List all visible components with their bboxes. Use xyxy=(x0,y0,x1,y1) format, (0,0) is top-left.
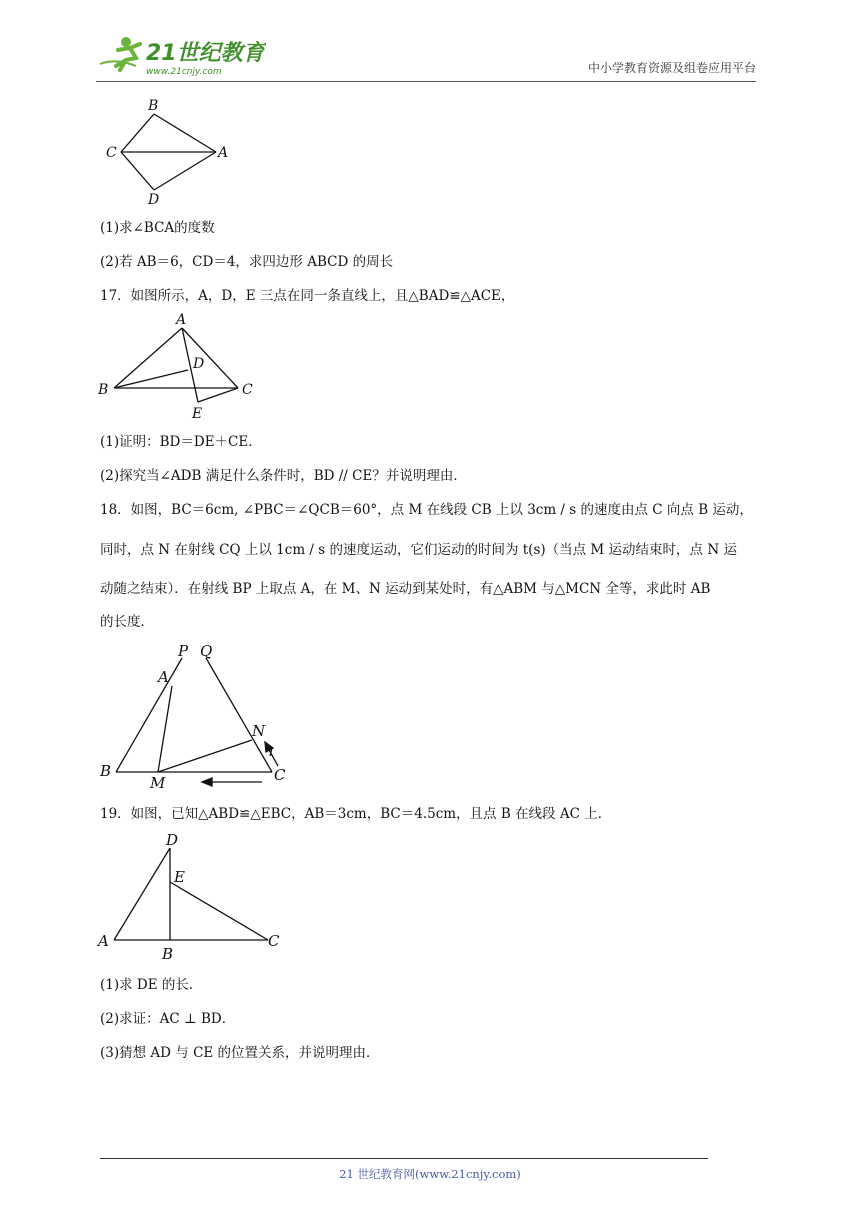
q18-label-q: Q xyxy=(200,642,213,660)
q16-part1: (1)求∠BCA的度数 xyxy=(100,220,215,236)
q19-stem: 19．如图，已知△ABD≌△EBC，AB＝3cm，BC＝4.5cm，且点 B 在线段 AC 上． xyxy=(100,806,612,822)
q16-label-b: B xyxy=(148,98,159,114)
q17-part1: (1)证明：BD＝DE＋CE． xyxy=(100,434,262,450)
q17-figure xyxy=(96,310,266,426)
header-platform-text: 中小学教育资源及组卷应用平台 xyxy=(587,61,756,75)
q18-label-p: P xyxy=(178,642,189,660)
q16-label-d: D xyxy=(148,192,160,208)
q18-label-a: A xyxy=(158,668,169,686)
logo-text: 21世纪教育 xyxy=(146,41,265,66)
q18-figure xyxy=(96,636,296,794)
footer-text: 21 世纪教育网(www.21cnjy.com) xyxy=(339,1167,521,1181)
q18-line3: 动随之结束）．在射线 BP 上取点 A，在 M、N 运动到某处时，有△ABM 与△MCN 全等，求此时 AB xyxy=(100,581,711,597)
arrow-icon xyxy=(202,742,278,786)
q18-label-n: N xyxy=(252,722,266,740)
runner-icon xyxy=(100,37,140,70)
q17-label-b: B xyxy=(98,382,109,398)
q17-label-e: E xyxy=(192,406,203,422)
q19-label-e: E xyxy=(174,868,185,886)
q17-label-d: D xyxy=(193,356,205,372)
q17-part2: (2)探究当∠ADB 满足什么条件时，BD // CE？并说明理由． xyxy=(100,468,467,484)
q16-label-c: C xyxy=(106,145,117,161)
header-divider xyxy=(96,81,756,82)
q19-label-c: C xyxy=(268,932,280,950)
q19-figure xyxy=(96,828,292,964)
footer-divider xyxy=(100,1158,708,1159)
q19-part1: (1)求 DE 的长． xyxy=(100,977,203,993)
q16-figure xyxy=(100,96,240,208)
page-header xyxy=(96,30,756,82)
q16-label-a: A xyxy=(218,145,229,161)
q17-label-c: C xyxy=(242,382,253,398)
q17-stem: 17．如图所示，A，D，E 三点在同一条直线上，且△BAD≌△ACE， xyxy=(100,288,515,304)
q18-line1: 18．如图，BC＝6cm, ∠PBC＝∠QCB＝60°，点 M 在线段 CB 上以 3cm / s 的速度由点 C 向点 B 运动， xyxy=(100,502,753,518)
q19-label-a: A xyxy=(98,932,109,950)
q18-label-b: B xyxy=(100,762,112,780)
q19-label-b: B xyxy=(162,945,174,963)
q19-part2: (2)求证：AC ⊥ BD． xyxy=(100,1011,236,1027)
q16-part2: (2)若 AB＝6，CD＝4，求四边形 ABCD 的周长 xyxy=(100,254,394,270)
q17-label-a: A xyxy=(176,312,187,328)
q18-line2: 同时，点 N 在射线 CQ 上以 1cm / s 的速度运动，它们运动的时间为 t(s)（当点 M 运动结束时，点 N 运 xyxy=(100,542,737,558)
logo xyxy=(96,30,266,80)
q18-label-c: C xyxy=(274,766,286,784)
q19-part3: (3)猜想 AD 与 CE 的位置关系，并说明理由． xyxy=(100,1045,380,1061)
q18-label-m: M xyxy=(150,774,166,792)
q18-line4: 的长度． xyxy=(100,614,154,630)
logo-url: www.21cnjy.com xyxy=(146,67,222,77)
q19-label-d: D xyxy=(166,831,179,849)
